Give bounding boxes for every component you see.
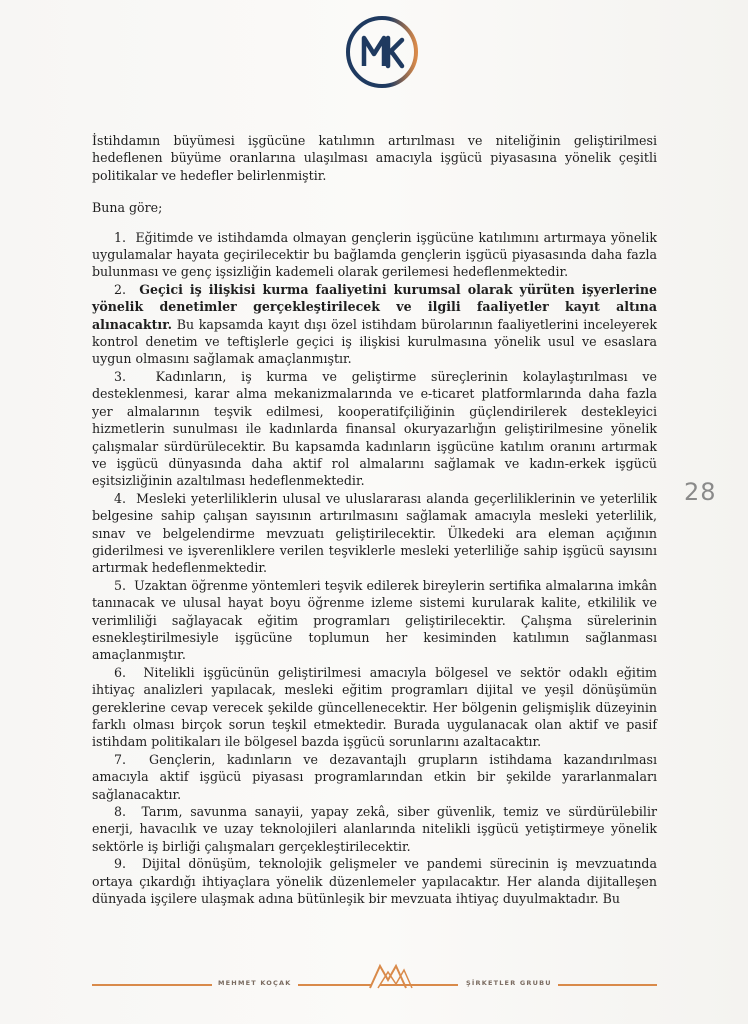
list-item	[92, 855, 657, 907]
list-item	[92, 803, 657, 855]
item-number: 6.	[114, 664, 127, 680]
page-footer	[92, 960, 657, 996]
footer-company-name: MEHMET KOÇAK	[218, 979, 292, 987]
item-text: Mesleki yeterliliklerin ulusal ve uluslararası alanda geçerliliklerinin ve yeterlilik belgesine sahip çalışan sayısının artırılmasını sağlamak amacıyla mesleki yeterlilik, sınav ve belgelendirme mevzuatı geliştirilecektir. Ülkedeki ara eleman açığının giderilmesi ve işverenliklere verilen teşviklerle mesleki yeterliliğe sahip işgücü sayısını artırmak hedeflenmektedir.	[92, 490, 657, 576]
footer-group-name: ŞİRKETLER GRUBU	[466, 979, 552, 987]
list-item	[92, 368, 657, 490]
intro-paragraph: İstihdamın büyümesi işgücüne katılımın artırılması ve niteliğinin geliştirilmesi hedeflenen büyüme oranlarına ulaşılması amacıyla işgücü piyasasına yönelik çeşitli politikalar ve hedefler belirlenmiştir.	[92, 133, 657, 183]
list-item	[92, 577, 657, 664]
footer-divider	[92, 984, 212, 986]
footer-divider	[558, 984, 657, 986]
item-number: 3.	[114, 368, 127, 384]
item-text: Eğitimde ve istihdamda olmayan gençlerin işgücüne katılımını artırmaya yönelik uygulamalar hayata geçirilecektir bu bağlamda gençlerin işgücü piyasasında daha fazla bulunması ve genç işsizliğin kademeli olarak gerilemesi hedeflenmektedir.	[92, 229, 657, 280]
item-number: 1.	[114, 229, 127, 245]
item-text: Gençlerin, kadınların ve dezavantajlı grupların istihdama kazandırılması amacıyla aktif işgücü piyasası programlarından etkin bir şekilde yararlanmaları sağlanacaktır.	[92, 751, 657, 802]
lead-text: Buna göre;	[92, 200, 163, 216]
footer-mk-mark-icon	[368, 960, 414, 990]
item-text: Kadınların, iş kurma ve geliştirme süreçlerinin kolaylaştırılması ve desteklenmesi, karar alma mekanizmalarında ve e-ticaret platformlarında daha fazla yer almalarının teşvik edilmesi, kooperatifçiliğinin güçlendirilerek destekleyici hizmetlerin sunulması ile kadınlarda finansal okuryazarlığın geliştirilmesine yönelik çalışmalar sürdürülecektir. Bu kapsamda kadınların işgücüne katılım oranını artırmak ve işgücü dünyasında daha aktif rol almalarını sağlamak ve kadın-erkek işgücü eşitsizliğinin azaltılması hedeflenmektedir.	[92, 368, 657, 489]
page-number: 28	[684, 478, 717, 506]
list-item	[92, 664, 657, 751]
item-number: 2.	[114, 281, 127, 297]
item-text: Nitelikli işgücünün geliştirilmesi amacıyla bölgesel ve sektör odaklı eğitim ihtiyaç analizleri yapılacak, mesleki eğitim programları dijital ve yeşil dönüşümün gereklerine cevap verecek şekilde güncellenecektir. Her bölgenin gelişmişlik düzeyinin farklı olması birçok sorun teşkil etmektedir. Burada uygulanacak olan aktif ve pasif istihdam politikaları ile bölgesel bazda işgücü sorunlarını azaltacaktır.	[92, 664, 657, 750]
item-number: 5.	[114, 577, 127, 593]
item-number: 9.	[114, 856, 127, 872]
list-item	[92, 281, 657, 368]
item-bold-text: Geçici iş ilişkisi kurma faaliyetini kurumsal olarak yürüten işyerlerine yönelik denetimler gerçekleştirilecek ve ilgili faaliyetler kayıt altına alınacaktır.	[92, 281, 657, 332]
item-text: Uzaktan öğrenme yöntemleri teşvik edilerek bireylerin sertifika almalarına imkân tanınacak ve ulusal hayat boyu öğrenme izleme sistemi kurularak kalite, etkililik ve verimliliği sağlayacak eğitim programları geliştirilecektir. Çalışma sürelerinin esnekleştirilmesiyle işgücüne toplumun her kesiminden katılımın sağlanması amaçlanmıştır.	[92, 577, 657, 663]
footer-divider	[380, 984, 458, 986]
list-item	[92, 751, 657, 803]
item-text: Dijital dönüşüm, teknolojik gelişmeler ve pandemi sürecinin iş mevzuatında ortaya çıkardığı ihtiyaçlara yönelik düzenlemeler yapılacaktır. Her alanda dijitalleşen dünyada işçilere ulaşmak adına bütünleşik bir mevzuata ihtiyaç duyulmaktadır. Bu	[92, 856, 658, 907]
item-number: 8.	[114, 804, 127, 820]
list-item	[92, 229, 657, 281]
footer-divider	[298, 984, 372, 986]
item-text: Bu kapsamda kayıt dışı özel istihdam bürolarının faaliyetlerini inceleyerek kontrol denetim ve teftişlerle geçici iş ilişkisi kurulmasına yönelik usul ve esaslara uygun olmasını sağlamak amaçlanmıştır.	[92, 316, 657, 367]
item-text: Tarım, savunma sanayii, yapay zekâ, siber güvenlik, temiz ve sürdürülebilir enerji, havacılık ve uzay teknolojileri alanlarında nitelikli işgücü yetiştirmeye yönelik sektörle iş birliği çalışmaları gerçekleştirilecektir.	[92, 804, 658, 854]
document-body	[92, 132, 657, 907]
item-number: 7.	[114, 751, 127, 767]
item-number: 4.	[114, 490, 127, 506]
mk-logo-icon	[344, 14, 420, 90]
list-item	[92, 490, 657, 577]
